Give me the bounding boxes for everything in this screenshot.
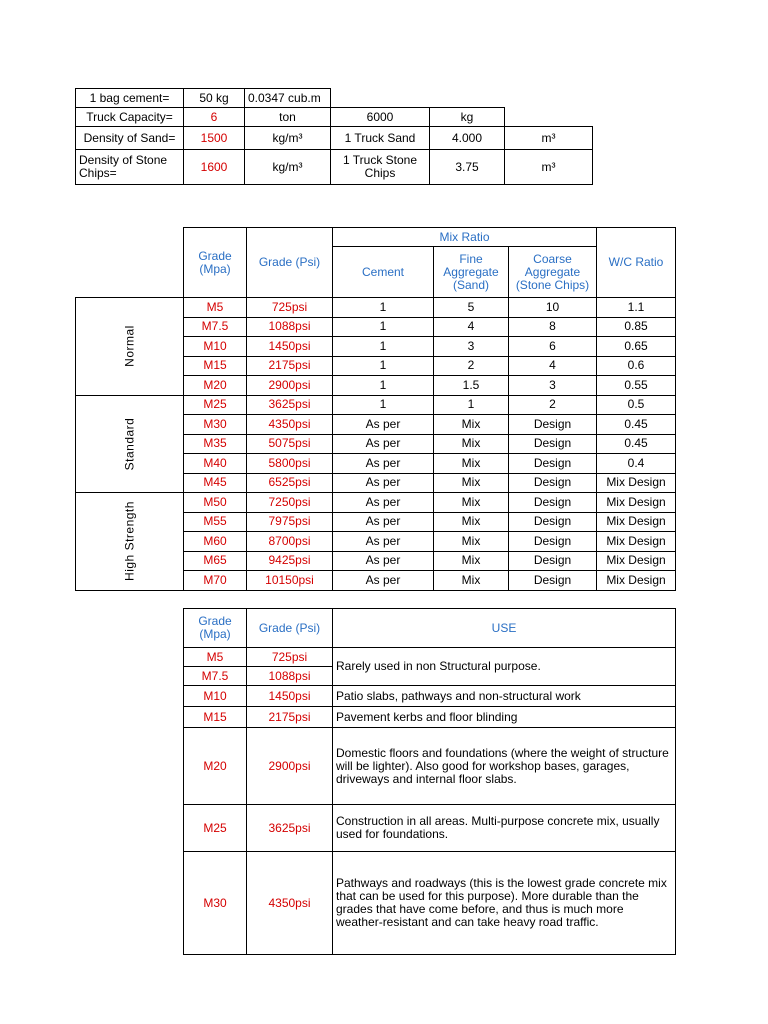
cell: 0.85	[597, 317, 676, 337]
table-row	[76, 127, 593, 150]
mix-ratio-table	[75, 227, 676, 591]
cell: Mix	[434, 571, 509, 591]
cell: kg/m³	[245, 127, 331, 150]
cell: As per	[333, 512, 434, 532]
table-row	[76, 395, 676, 415]
cell: Design	[509, 493, 597, 513]
cell: 1.1	[597, 298, 676, 318]
cell: 1600	[184, 150, 245, 185]
cell: 2175psi	[247, 356, 333, 376]
header-coarse: Coarse Aggregate (Stone Chips)	[509, 247, 597, 298]
cell: ton	[245, 108, 331, 127]
cell: Mix Design	[597, 473, 676, 493]
cell: M25	[184, 395, 247, 415]
cell: M60	[184, 532, 247, 552]
cell: 6525psi	[247, 473, 333, 493]
cell: 0.6	[597, 356, 676, 376]
cell: 1.5	[434, 376, 509, 396]
cell: M10	[184, 337, 247, 357]
cell: M15	[184, 707, 247, 728]
cell: Design	[509, 415, 597, 435]
group-label	[76, 493, 184, 591]
cell: 1 Truck Stone Chips	[331, 150, 430, 185]
header-cement: Cement	[333, 247, 434, 298]
cell: Construction in all areas. Multi-purpose concrete mix, usually used for foundations.	[333, 805, 676, 852]
cell: As per	[333, 434, 434, 454]
cell: 725psi	[247, 298, 333, 318]
cell: M10	[184, 686, 247, 707]
cell: 1500	[184, 127, 245, 150]
cell: 5075psi	[247, 434, 333, 454]
cell: Design	[509, 454, 597, 474]
cell: Mix Design	[597, 571, 676, 591]
cell: kg/m³	[245, 150, 331, 185]
cell: M15	[184, 356, 247, 376]
cell: M45	[184, 473, 247, 493]
cell: As per	[333, 473, 434, 493]
header-wc-ratio: W/C Ratio	[597, 228, 676, 298]
cell: 6	[184, 108, 245, 127]
header-grade-mpa: Grade (Mpa)	[184, 228, 247, 298]
cell: 0.45	[597, 415, 676, 435]
table-row	[184, 707, 676, 728]
cell: Patio slabs, pathways and non-structural work	[333, 686, 676, 707]
cell: 0.55	[597, 376, 676, 396]
cell: kg	[430, 108, 505, 127]
cell: 2175psi	[247, 707, 333, 728]
table-row	[76, 150, 593, 185]
cell: 50 kg	[184, 89, 245, 108]
table-row	[76, 493, 676, 513]
table-row	[184, 728, 676, 805]
cell: Domestic floors and foundations (where the weight of structure will be lighter). Also good for workshop bases, garages, driveways and internal floor slabs.	[333, 728, 676, 805]
cell: 2	[509, 395, 597, 415]
header-use: USE	[333, 609, 676, 648]
cell: 3.75	[430, 150, 505, 185]
cell: M35	[184, 434, 247, 454]
cell: Pathways and roadways (this is the lowest grade concrete mix that can be used for this purpose). More durable than the grades that have come before, and thus is much more weather-resistant and can take heavy road traffic.	[333, 852, 676, 955]
cell: As per	[333, 551, 434, 571]
cell: 1450psi	[247, 686, 333, 707]
cell: 1 bag cement=	[76, 89, 184, 108]
cell: M20	[184, 728, 247, 805]
cell: M7.5	[184, 317, 247, 337]
cell: Pavement kerbs and floor blinding	[333, 707, 676, 728]
cell: Mix Design	[597, 532, 676, 552]
cell: Density of Stone Chips=	[76, 150, 184, 185]
cell: 1	[333, 395, 434, 415]
cell: 5800psi	[247, 454, 333, 474]
cell: 4350psi	[247, 415, 333, 435]
header-fine: Fine Aggregate (Sand)	[434, 247, 509, 298]
cell: 3	[509, 376, 597, 396]
cell: 7250psi	[247, 493, 333, 513]
cell: 4	[509, 356, 597, 376]
cell: 725psi	[247, 648, 333, 667]
cell: 8700psi	[247, 532, 333, 552]
cell: Truck Capacity=	[76, 108, 184, 127]
cell: 1 Truck Sand	[331, 127, 430, 150]
cell: Mix	[434, 512, 509, 532]
cell: 2900psi	[247, 728, 333, 805]
cell: 1	[333, 298, 434, 318]
cell: m³	[505, 127, 593, 150]
cell: 1	[333, 376, 434, 396]
cell: M40	[184, 454, 247, 474]
table-row	[76, 108, 593, 127]
cell: 1088psi	[247, 317, 333, 337]
cell: 0.0347 cub.m	[245, 89, 331, 108]
cell: M25	[184, 805, 247, 852]
cell: 0.45	[597, 434, 676, 454]
cell: M70	[184, 571, 247, 591]
cell: Mix	[434, 434, 509, 454]
cell: 3625psi	[247, 395, 333, 415]
cell: M5	[184, 298, 247, 318]
cell: As per	[333, 415, 434, 435]
cell: M55	[184, 512, 247, 532]
cell: 8	[509, 317, 597, 337]
header-grade-psi: Grade (Psi)	[247, 228, 333, 298]
header-mix-ratio: Mix Ratio	[333, 228, 597, 247]
table-row	[184, 648, 676, 667]
cell: 10	[509, 298, 597, 318]
cell: 5	[434, 298, 509, 318]
cell: 1	[333, 317, 434, 337]
cell: Design	[509, 512, 597, 532]
constants-table	[75, 88, 593, 185]
table-row	[76, 298, 676, 318]
cell: As per	[333, 532, 434, 552]
cell: 0.5	[597, 395, 676, 415]
cell: 6	[509, 337, 597, 357]
header-row	[76, 228, 676, 247]
cell: 1	[434, 395, 509, 415]
header-row	[184, 609, 676, 648]
cell: 2900psi	[247, 376, 333, 396]
cell: 0.65	[597, 337, 676, 357]
cell: 2	[434, 356, 509, 376]
group-label	[76, 298, 184, 396]
cell: Mix	[434, 532, 509, 552]
cell: Mix Design	[597, 493, 676, 513]
cell: Rarely used in non Structural purpose.	[333, 648, 676, 686]
cell: M30	[184, 415, 247, 435]
cell: M65	[184, 551, 247, 571]
cell: Design	[509, 532, 597, 552]
cell: Mix	[434, 454, 509, 474]
cell: 4.000	[430, 127, 505, 150]
cell: 9425psi	[247, 551, 333, 571]
cell: M5	[184, 648, 247, 667]
cell: M30	[184, 852, 247, 955]
cell: Design	[509, 551, 597, 571]
cell: M7.5	[184, 667, 247, 686]
cell: 1088psi	[247, 667, 333, 686]
cell: M50	[184, 493, 247, 513]
cell: 1	[333, 356, 434, 376]
cell: 3625psi	[247, 805, 333, 852]
cell: Mix	[434, 415, 509, 435]
header-grade-psi: Grade (Psi)	[247, 609, 333, 648]
table-row	[76, 89, 593, 108]
cell: Mix Design	[597, 551, 676, 571]
cell: 10150psi	[247, 571, 333, 591]
group-label-text: Normal	[122, 325, 136, 368]
table-row	[184, 686, 676, 707]
cell: 1	[333, 337, 434, 357]
cell: Mix	[434, 493, 509, 513]
cell: As per	[333, 454, 434, 474]
cell: 4350psi	[247, 852, 333, 955]
cell: As per	[333, 493, 434, 513]
table-row	[184, 805, 676, 852]
cell: 7975psi	[247, 512, 333, 532]
cell: Mix	[434, 473, 509, 493]
cell: Mix	[434, 551, 509, 571]
cell: 3	[434, 337, 509, 357]
cell: 6000	[331, 108, 430, 127]
group-label-text: Standard	[122, 417, 136, 471]
header-grade-mpa: Grade (Mpa)	[184, 609, 247, 648]
cell: Design	[509, 473, 597, 493]
group-label	[76, 395, 184, 493]
cell: Density of Sand=	[76, 127, 184, 150]
cell: m³	[505, 150, 593, 185]
cell: M20	[184, 376, 247, 396]
cell: 0.4	[597, 454, 676, 474]
cell: Design	[509, 571, 597, 591]
group-label-text: High Strength	[122, 501, 136, 582]
use-table	[183, 608, 676, 955]
cell: Mix Design	[597, 512, 676, 532]
cell: 1450psi	[247, 337, 333, 357]
cell: As per	[333, 571, 434, 591]
cell: Design	[509, 434, 597, 454]
cell: 4	[434, 317, 509, 337]
table-row	[184, 852, 676, 955]
